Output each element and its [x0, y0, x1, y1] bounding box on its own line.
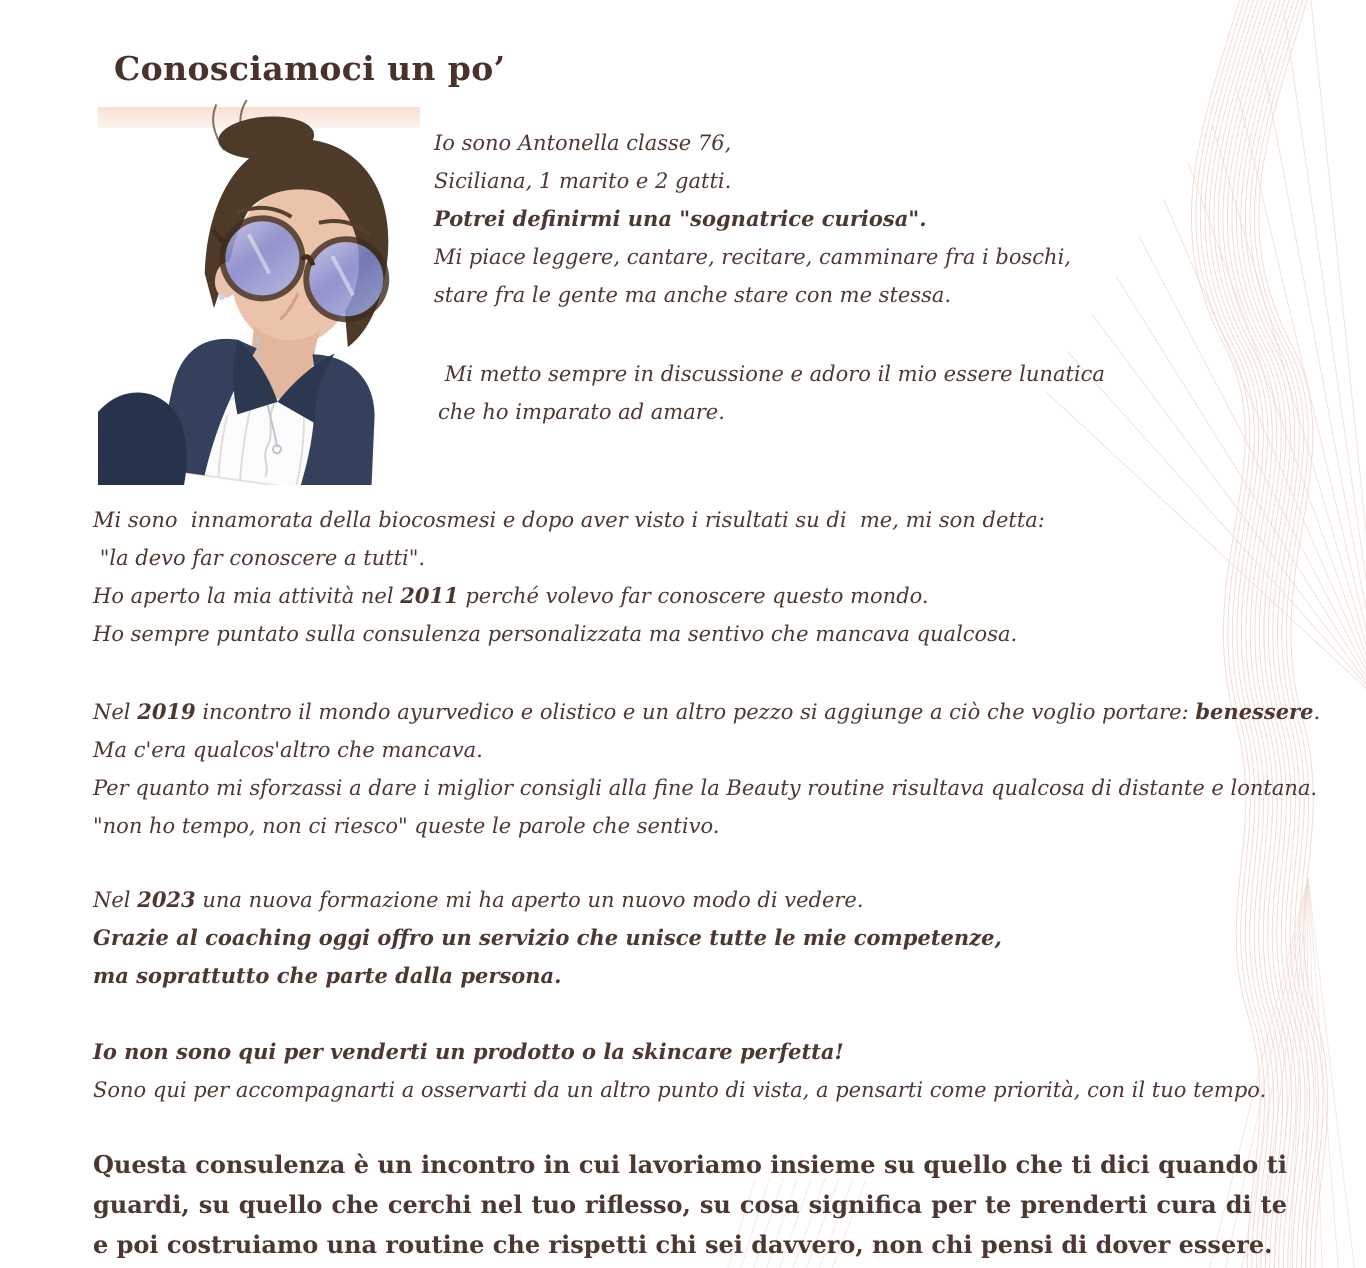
text-line-bold: Potrei definirmi una "sognatrice curiosa". [434, 206, 927, 231]
swirl-line [1092, 314, 1366, 705]
year-highlight: 2019 [137, 699, 196, 724]
text-line-bold: ma soprattutto che parte dalla persona. [93, 963, 562, 988]
intro-paragraph [434, 124, 1071, 314]
swirl-line [1259, 0, 1328, 1268]
text-line: "la devo far conoscere a tutti". [93, 546, 426, 570]
text-line: Mi piace leggere, cantare, recitare, camminare fra i boschi, [434, 245, 1071, 269]
text-segment: Nel [93, 700, 138, 724]
text-line: Sono qui per accompagnarti a osservarti da un altro punto di vista, a pensarti come priorità, con il tuo tempo. [93, 1078, 1267, 1102]
text-line [93, 881, 1002, 919]
intro-paragraph-2 [438, 355, 1105, 431]
portrait-photo [98, 100, 420, 485]
text-line: Ma c'era qualcos'altro che mancava. [93, 738, 483, 762]
swirl-line [1284, 10, 1366, 705]
text-segment: Ho aperto la mia attività nel [93, 584, 401, 608]
text-line [93, 693, 1320, 731]
text-segment: incontro il mondo ayurvedico e olistico e un altro pezzo si aggiunge a ciò che voglio portare: [195, 700, 1196, 724]
text-line: Siciliana, 1 marito e 2 gatti. [434, 169, 732, 193]
text-line: Mi metto sempre in discussione e adoro il mio essere lunatica [438, 362, 1105, 386]
text-line [93, 577, 1045, 615]
text-line: "non ho tempo, non ci riesco" queste le parole che sentivo. [93, 814, 720, 838]
text-segment: Nel [93, 888, 138, 912]
text-line: Io sono Antonella classe 76, [434, 131, 732, 155]
text-line: Mi sono innamorata della biocosmesi e dopo aver visto i risultati su di me, mi son detta: [93, 508, 1045, 532]
text-line: Per quanto mi sforzassi a dare i miglior consigli alla fine la Beauty routine risultava qualcosa di distante e lontana. [93, 776, 1318, 800]
year-highlight: 2011 [400, 583, 459, 608]
text-line: che ho imparato ad amare. [438, 400, 725, 424]
swirl-line [1068, 352, 1366, 705]
keyword-highlight: benessere [1195, 699, 1314, 724]
swirl-line [1046, 390, 1366, 705]
page-title: Conosciamoci un po’ [114, 49, 506, 89]
story-paragraph-2 [93, 693, 1320, 845]
text-segment: . [1313, 700, 1321, 724]
swirl-line [1306, 878, 1308, 1268]
swirl-line [1308, 0, 1366, 705]
story-paragraph-3 [93, 881, 1002, 995]
text-line-bold: Grazie al coaching oggi offro un servizio che unisce tutte le mie competenze, [93, 925, 1002, 950]
text-segment: una nuova formazione mi ha aperto un nuovo modo di vedere. [195, 888, 864, 912]
text-line-bold: Io non sono qui per venderti un prodotto o la skincare perfetta! [93, 1039, 844, 1064]
year-highlight: 2023 [137, 887, 196, 912]
story-paragraph-1 [93, 501, 1045, 653]
text-segment: perché volevo far conoscere questo mondo. [458, 584, 929, 608]
portrait-illustration [98, 100, 420, 485]
story-paragraph-4 [93, 1033, 1266, 1109]
text-line: stare fra le gente ma anche stare con me stessa. [434, 283, 952, 307]
text-line: Ho sempre puntato sulla consulenza personalizzata ma sentivo che mancava qualcosa. [93, 622, 1018, 646]
swirl-line [1308, 878, 1323, 1268]
closing-paragraph: Questa consulenza è un incontro in cui lavoriamo insieme su quello che ti dici quando ti guardi, su quello che cerchi nel tuo riflesso, su cosa significa per te prenderti cura di te e poi costruiamo una routine che rispetti chi sei davvero, non chi pensi di dover essere. [93, 1150, 1287, 1259]
